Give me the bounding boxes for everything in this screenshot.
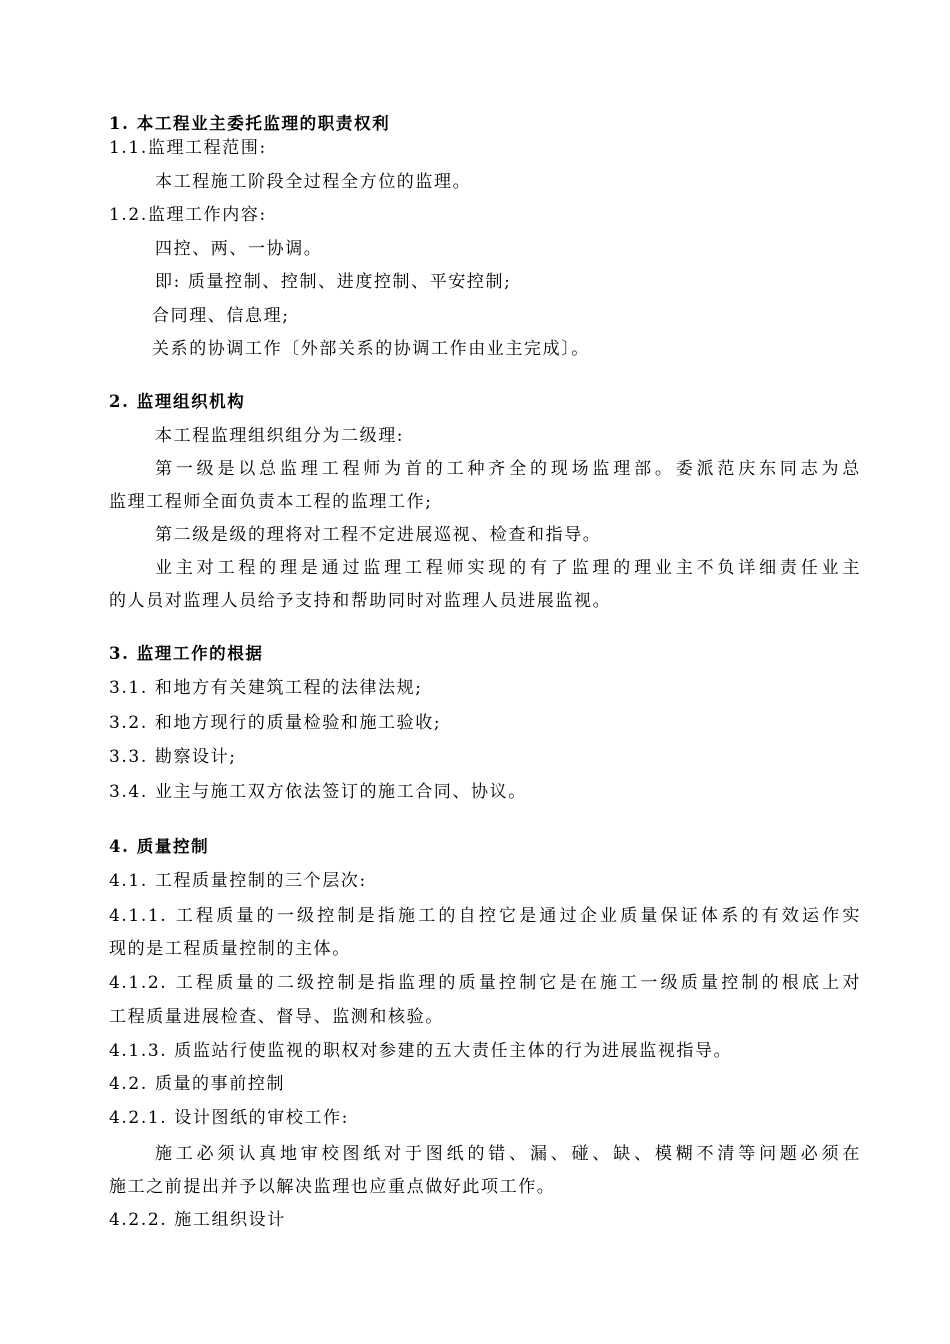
- paragraph-line: 的人员对监理人员给予支持和帮助同时对监理人员进展监视。: [109, 591, 612, 611]
- paragraph-line: 4.1.2. 工程质量的二级控制是指监理的质量控制它是在施工一级质量控制的根底上对: [109, 973, 861, 993]
- subsection-heading: 1.2.监理工作内容:: [109, 205, 267, 225]
- list-item: 3.1. 和地方有关建筑工程的法律法规;: [109, 678, 423, 698]
- section-heading-3: 3. 监理工作的根据: [109, 644, 264, 663]
- paragraph-line: 即: 质量控制、控制、进度控制、平安控制;: [155, 272, 512, 292]
- paragraph-line: 第二级是级的理将对工程不定进展巡视、检查和指导。: [155, 525, 602, 545]
- paragraph-line: 业主对工程的理是通过监理工程师实现的有了监理的理业主不负详细责任业主: [155, 558, 861, 578]
- paragraph-line: 施工必须认真地审校图纸对于图纸的错、漏、碰、缺、模糊不清等问题必须在: [155, 1144, 861, 1164]
- subsection-heading: 4.2.2. 施工组织设计: [109, 1210, 286, 1230]
- list-item: 3.4. 业主与施工双方依法签订的施工合同、协议。: [109, 782, 527, 802]
- paragraph-line: 施工之前提出并予以解决监理也应重点做好此项工作。: [109, 1177, 556, 1197]
- list-item: 3.2. 和地方现行的质量检验和施工验收;: [109, 713, 442, 733]
- paragraph-line: 工程质量进展检查、督导、监测和核验。: [109, 1007, 444, 1027]
- section-heading-4: 4. 质量控制: [109, 837, 210, 856]
- paragraph-line: 监理工程师全面负责本工程的监理工作;: [109, 492, 433, 512]
- list-item: 3.3. 勘察设计;: [109, 747, 237, 767]
- paragraph-line: 四控、两、一协调。: [155, 239, 323, 259]
- paragraph-line: 本工程监理组织组分为二级理:: [155, 426, 405, 446]
- paragraph-line: 第一级是以总监理工程师为首的工种齐全的现场监理部。委派范庆东同志为总: [155, 459, 861, 479]
- paragraph-line: 合同理、信息理;: [152, 306, 290, 326]
- paragraph-line: 关系的协调工作〔外部关系的协调工作由业主完成〕。: [152, 339, 590, 359]
- subsection-heading: 1.1.监理工程范围:: [109, 138, 267, 158]
- paragraph-line: 4.1.3. 质监站行使监视的职权对参建的五大责任主体的行为进展监视指导。: [109, 1041, 733, 1061]
- subsection-heading: 4.1. 工程质量控制的三个层次:: [109, 871, 367, 891]
- paragraph-line: 本工程施工阶段全过程全方位的监理。: [155, 172, 472, 192]
- paragraph-line: 现的是工程质量控制的主体。: [109, 939, 351, 959]
- section-heading-1: 1. 本工程业主委托监理的职责权利: [109, 114, 391, 133]
- subsection-heading: 4.2. 质量的事前控制: [109, 1074, 286, 1094]
- paragraph-line: 4.1.1. 工程质量的一级控制是指施工的自控它是通过企业质量保证体系的有效运作实: [109, 906, 861, 926]
- subsection-heading: 4.2.1. 设计图纸的审校工作:: [109, 1108, 349, 1128]
- section-heading-2: 2. 监理组织机构: [109, 392, 246, 411]
